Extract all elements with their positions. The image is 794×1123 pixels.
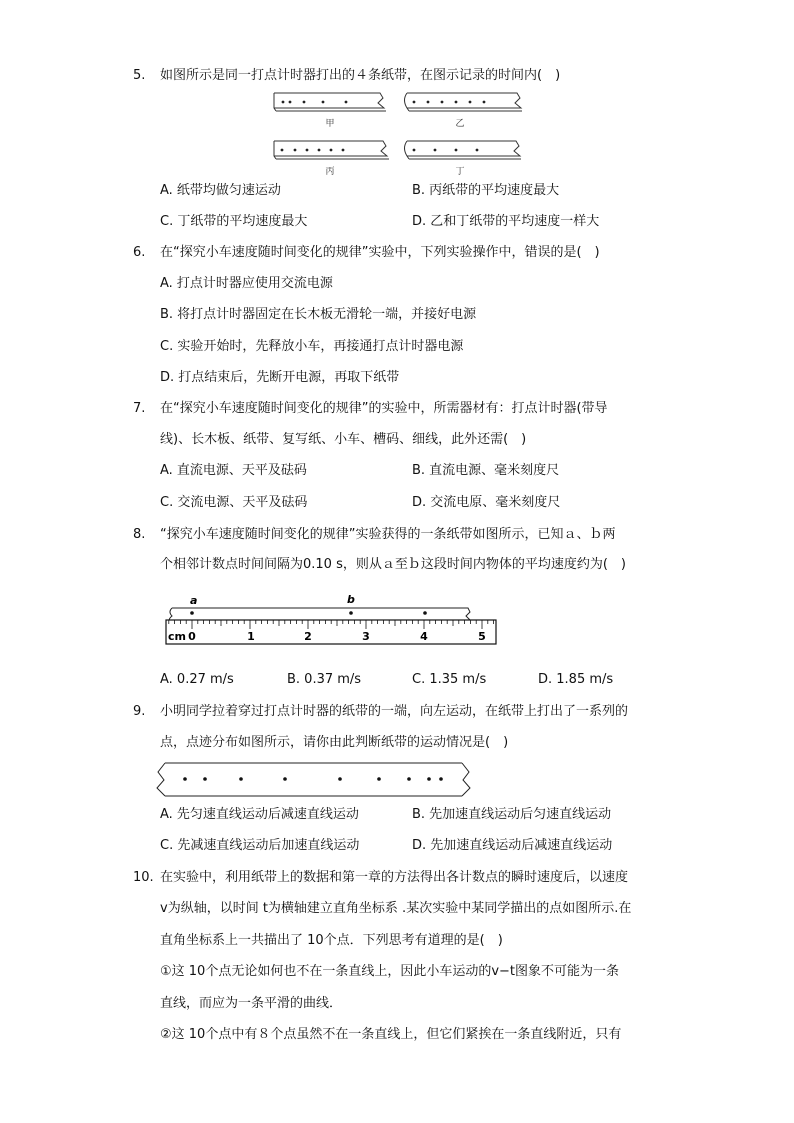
label-bing: 丙 [325, 167, 335, 177]
label-ding: 丁 [455, 167, 465, 177]
q8-option-a: A. 0.27 m/s [160, 672, 234, 687]
label-yi: 乙 [455, 119, 465, 129]
q9-option-c: C. 先减速直线运动后加速直线运动 [160, 838, 360, 853]
q10-line5: 直线，而应为一条平滑的曲线． [160, 996, 343, 1011]
tape-yi [405, 93, 523, 111]
ruler-tick-2: 2 [304, 630, 312, 643]
label-jia: 甲 [325, 119, 335, 129]
q8-stem-line1: “探究小车速度随时间变化的规律”实验获得的一条纸带如图所示，已知ａ、ｂ两 [160, 527, 616, 542]
q5-option-d: D. 乙和丁纸带的平均速度一样大 [412, 214, 600, 229]
q5-stem: 如图所示是同一打点计时器打出的４条纸带，在图示记录的时间内( ) [160, 68, 561, 83]
q9-stem-line1: 小明同学拉着穿过打点计时器的纸带的一端，向左运动，在纸带上打出了一系列的 [160, 704, 629, 719]
ruler-unit: cm [168, 630, 186, 643]
q10-line1: 在实验中，利用纸带上的数据和第一章的方法得出各计数点的瞬时速度后，以速度 [160, 870, 629, 885]
q7-option-a: A. 直流电源、天平及砝码 [160, 463, 307, 478]
q9-tape-dots [183, 777, 443, 781]
ruler-tick-0: 0 [188, 630, 196, 643]
q10-number: 10. [133, 870, 154, 885]
q5-option-b: B. 丙纸带的平均速度最大 [412, 183, 560, 198]
q6-option-a: A. 打点计时器应使用交流电源 [160, 276, 333, 291]
q7-option-b: B. 直流电源、毫米刻度尺 [412, 463, 560, 478]
tape-yi-dots [413, 101, 486, 104]
q6-option-c: C. 实验开始时，先释放小车，再接通打点计时器电源 [160, 339, 464, 354]
q8-stem-line2: 个相邻计数点时间间隔为0.10 s，则从ａ至ｂ这段时间内物体的平均速度约为( ) [160, 557, 626, 572]
q5-tape-figure [0, 86, 794, 186]
q9-tape-figure [0, 760, 794, 800]
q10-line4: ①这 10个点无论如何也不在一条直线上，因此小车运动的v−t图象不可能为一条 [160, 964, 620, 979]
q9-option-a: A. 先匀速直线运动后减速直线运动 [160, 807, 359, 822]
ruler-tick-3: 3 [362, 630, 370, 643]
q5-option-a: A. 纸带均做匀速运动 [160, 183, 281, 198]
ruler-tape-dots [190, 611, 427, 615]
q8-ruler-figure [0, 590, 794, 660]
q5-number: 5. [133, 68, 146, 83]
tape-jia-dots [282, 101, 348, 104]
q7-number: 7. [133, 401, 146, 416]
q6-stem: 在“探究小车速度随时间变化的规律”实验中，下列实验操作中，错误的是( ) [160, 245, 600, 260]
ruler-tick-4: 4 [420, 630, 428, 643]
q10-line2: v为纵轴，以时间 t为横轴建立直角坐标系 .某次实验中某同学描出的点如图所示.在 [160, 901, 632, 916]
q9-stem-line2: 点，点迹分布如图所示，请你由此判断纸带的运动情况是( ) [160, 735, 509, 750]
point-a-label: a [190, 594, 198, 607]
q9-option-b: B. 先加速直线运动后匀速直线运动 [412, 807, 612, 822]
q10-line6: ②这 10个点中有８个点虽然不在一条直线上，但它们紧挨在一条直线附近，只有 [160, 1027, 622, 1042]
ruler-tick-5: 5 [478, 630, 486, 643]
point-b-label: b [347, 593, 355, 606]
q6-option-b: B. 将打点计时器固定在长木板无滑轮一端，并接好电源 [160, 307, 477, 322]
q10-line3: 直角坐标系上一共描出了 10个点．下列思考有道理的是( ) [160, 933, 503, 948]
q7-stem-line2: 线)、长木板、纸带、复写纸、小车、槽码、细线，此外还需( ) [160, 432, 527, 447]
q7-option-d: D. 交流电原、毫米刻度尺 [412, 495, 561, 510]
q9-option-d: D. 先加速直线运动后减速直线运动 [412, 838, 613, 853]
q8-option-b: B. 0.37 m/s [287, 672, 362, 687]
tape-ding-dots [413, 149, 479, 152]
q9-number: 9. [133, 704, 146, 719]
q6-option-d: D. 打点结束后，先断开电源，再取下纸带 [160, 370, 400, 385]
q8-option-c: C. 1.35 m/s [412, 672, 487, 687]
tape-bing-dots [281, 149, 345, 152]
q5-option-c: C. 丁纸带的平均速度最大 [160, 214, 308, 229]
ruler-tick-1: 1 [247, 630, 255, 643]
q6-number: 6. [133, 245, 146, 260]
q7-option-c: C. 交流电源、天平及砝码 [160, 495, 308, 510]
tape-ding [405, 141, 522, 159]
q8-number: 8. [133, 527, 146, 542]
q7-stem-line1: 在“探究小车速度随时间变化的规律”的实验中，所需器材有：打点计时器(带导 [160, 401, 608, 416]
q8-option-d: D. 1.85 m/s [538, 672, 614, 687]
